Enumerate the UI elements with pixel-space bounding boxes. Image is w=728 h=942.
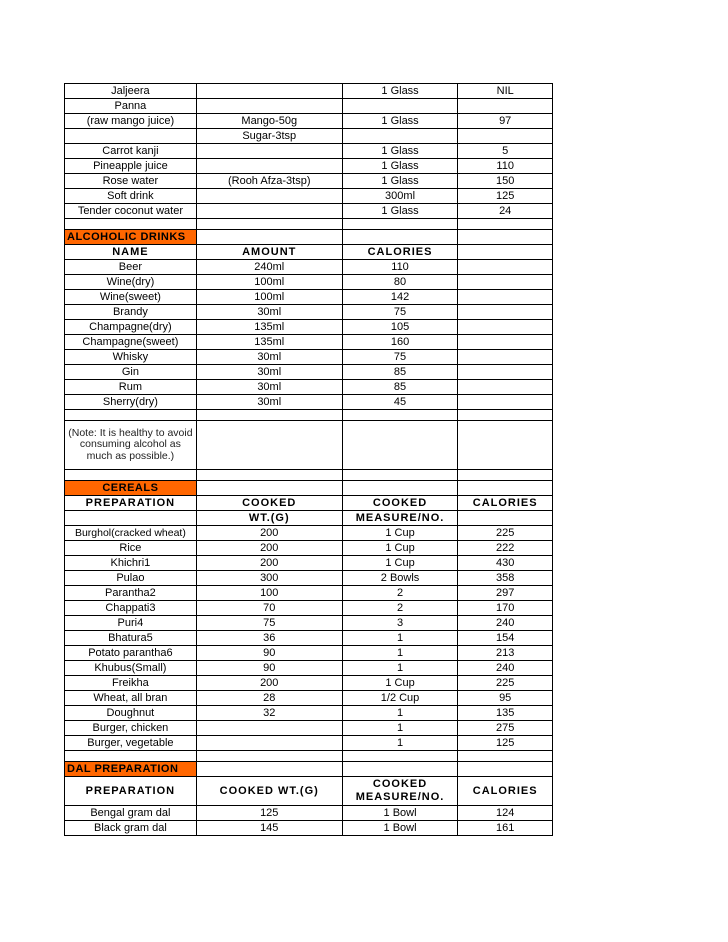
cereal-weight: 300 <box>196 571 342 586</box>
drink-calories: 110 <box>458 159 553 174</box>
table-row <box>65 571 553 586</box>
alcohol-name: Brandy <box>65 305 197 320</box>
alcohol-name: Sherry(dry) <box>65 395 197 410</box>
cereal-calories: 430 <box>458 556 553 571</box>
cereal-measure: 2 Bowls <box>342 571 458 586</box>
spacer-row <box>65 470 553 481</box>
spacer-row <box>65 410 553 421</box>
table-row <box>65 526 553 541</box>
header-row <box>65 245 553 260</box>
drink-name <box>65 129 197 144</box>
table-row <box>65 821 553 836</box>
drink-amount <box>196 144 342 159</box>
cereal-weight <box>196 721 342 736</box>
drink-calories: NIL <box>458 84 553 99</box>
drink-amount <box>196 84 342 99</box>
cereal-name: Parantha2 <box>65 586 197 601</box>
alcohol-name: Champagne(sweet) <box>65 335 197 350</box>
alcohol-calories: 105 <box>342 320 458 335</box>
alcohol-amount: 100ml <box>196 290 342 305</box>
drink-calories: 150 <box>458 174 553 189</box>
header-cooked: COOKED <box>196 496 342 511</box>
header-cooked-weight: COOKED WT.(G) <box>196 777 342 806</box>
cereal-weight: 200 <box>196 541 342 556</box>
alcohol-amount: 30ml <box>196 350 342 365</box>
table-row <box>65 290 553 305</box>
alcohol-calories: 80 <box>342 275 458 290</box>
header-measure: MEASURE/NO. <box>342 511 458 526</box>
section-title-dal: DAL PREPARATION <box>65 762 197 777</box>
alcohol-calories: 75 <box>342 305 458 320</box>
drink-measure: 1 Glass <box>342 84 458 99</box>
drink-measure <box>342 99 458 114</box>
drink-name: Panna <box>65 99 197 114</box>
cereal-measure: 1 Cup <box>342 556 458 571</box>
section-title-cereals: CEREALS <box>65 481 197 496</box>
table-row <box>65 144 553 159</box>
alcohol-calories: 110 <box>342 260 458 275</box>
cereal-name: Burger, chicken <box>65 721 197 736</box>
cereal-name: Bhatura5 <box>65 631 197 646</box>
drink-name: Rose water <box>65 174 197 189</box>
cereal-name: Wheat, all bran <box>65 691 197 706</box>
cereal-name: Rice <box>65 541 197 556</box>
cereal-calories: 170 <box>458 601 553 616</box>
alcohol-calories: 142 <box>342 290 458 305</box>
drink-amount <box>196 159 342 174</box>
cereal-measure: 1 Cup <box>342 676 458 691</box>
dal-measure: 1 Bowl <box>342 806 458 821</box>
drink-amount: Mango-50g <box>196 114 342 129</box>
alcohol-calories: 45 <box>342 395 458 410</box>
cereal-name: Khubus(Small) <box>65 661 197 676</box>
table-row <box>65 365 553 380</box>
drink-measure: 1 Glass <box>342 204 458 219</box>
table-row <box>65 646 553 661</box>
cereal-measure: 1 <box>342 646 458 661</box>
table-row <box>65 350 553 365</box>
cereal-name: Doughnut <box>65 706 197 721</box>
alcohol-calories: 160 <box>342 335 458 350</box>
dal-measure: 1 Bowl <box>342 821 458 836</box>
drink-calories: 5 <box>458 144 553 159</box>
table-row <box>65 706 553 721</box>
spacer-row <box>65 219 553 230</box>
drink-amount: (Rooh Afza-3tsp) <box>196 174 342 189</box>
cereal-measure: 3 <box>342 616 458 631</box>
cereal-calories: 222 <box>458 541 553 556</box>
table-row <box>65 541 553 556</box>
cereal-name: Puri4 <box>65 616 197 631</box>
drink-amount <box>196 189 342 204</box>
table-row <box>65 661 553 676</box>
cereal-name: Pulao <box>65 571 197 586</box>
header-calories: CALORIES <box>458 777 553 806</box>
table-row <box>65 159 553 174</box>
spacer-row <box>65 751 553 762</box>
table-row <box>65 676 553 691</box>
alcohol-amount: 30ml <box>196 305 342 320</box>
header-cooked: COOKED <box>342 496 458 511</box>
drink-name: Pineapple juice <box>65 159 197 174</box>
cereal-calories: 297 <box>458 586 553 601</box>
drink-measure: 1 Glass <box>342 114 458 129</box>
table-row <box>65 736 553 751</box>
section-row-cereals <box>65 481 553 496</box>
section-row-dal <box>65 762 553 777</box>
alcohol-name: Wine(sweet) <box>65 290 197 305</box>
header-calories: CALORIES <box>458 496 553 511</box>
alcohol-name: Whisky <box>65 350 197 365</box>
cereal-name: Burger, vegetable <box>65 736 197 751</box>
table-row <box>65 129 553 144</box>
section-row-alcoholic <box>65 230 553 245</box>
alcohol-amount: 135ml <box>196 335 342 350</box>
cereal-weight: 200 <box>196 526 342 541</box>
cereal-measure: 2 <box>342 586 458 601</box>
cereal-measure: 1 <box>342 661 458 676</box>
cereal-calories: 95 <box>458 691 553 706</box>
alcohol-amount: 30ml <box>196 380 342 395</box>
header-row <box>65 511 553 526</box>
cereal-measure: 1 <box>342 706 458 721</box>
cereal-measure: 2 <box>342 601 458 616</box>
table-row <box>65 691 553 706</box>
cereal-measure: 1/2 Cup <box>342 691 458 706</box>
cereal-name: Khichri1 <box>65 556 197 571</box>
table-row <box>65 556 553 571</box>
drink-amount: Sugar-3tsp <box>196 129 342 144</box>
cereal-weight: 90 <box>196 646 342 661</box>
cereal-weight: 28 <box>196 691 342 706</box>
alcohol-amount: 30ml <box>196 395 342 410</box>
cereal-weight: 70 <box>196 601 342 616</box>
table-row <box>65 616 553 631</box>
drink-calories: 125 <box>458 189 553 204</box>
cereal-calories: 125 <box>458 736 553 751</box>
header-measure-line2: MEASURE/NO. <box>355 791 445 803</box>
cereal-weight: 36 <box>196 631 342 646</box>
table-row <box>65 114 553 129</box>
table-row <box>65 189 553 204</box>
drink-amount <box>196 99 342 114</box>
table-row <box>65 305 553 320</box>
alcohol-name: Gin <box>65 365 197 380</box>
cereal-calories: 358 <box>458 571 553 586</box>
cereal-calories: 275 <box>458 721 553 736</box>
cereal-weight: 200 <box>196 556 342 571</box>
drink-name: Carrot kanji <box>65 144 197 159</box>
header-name: NAME <box>65 245 197 260</box>
cereal-weight: 100 <box>196 586 342 601</box>
table-row <box>65 721 553 736</box>
alcohol-calories: 75 <box>342 350 458 365</box>
cereal-calories: 213 <box>458 646 553 661</box>
cereal-calories: 240 <box>458 661 553 676</box>
alcohol-calories: 85 <box>342 380 458 395</box>
header-calories: CALORIES <box>342 245 458 260</box>
header-row <box>65 777 553 806</box>
cereal-name: Freikha <box>65 676 197 691</box>
cereal-calories: 135 <box>458 706 553 721</box>
alcohol-note: (Note: It is healthy to avoid consuming alcohol as much as possible.) <box>65 421 197 470</box>
dal-name: Bengal gram dal <box>65 806 197 821</box>
drink-name: Jaljeera <box>65 84 197 99</box>
table-row <box>65 601 553 616</box>
table-row <box>65 260 553 275</box>
cereal-weight: 75 <box>196 616 342 631</box>
drink-name: (raw mango juice) <box>65 114 197 129</box>
cereal-measure: 1 Cup <box>342 526 458 541</box>
alcohol-amount: 30ml <box>196 365 342 380</box>
dal-name: Black gram dal <box>65 821 197 836</box>
alcohol-amount: 240ml <box>196 260 342 275</box>
cereal-measure: 1 <box>342 736 458 751</box>
dal-calories: 161 <box>458 821 553 836</box>
cereal-weight: 200 <box>196 676 342 691</box>
drink-name: Tender coconut water <box>65 204 197 219</box>
table-row <box>65 335 553 350</box>
drink-calories <box>458 99 553 114</box>
cereal-name: Chappati3 <box>65 601 197 616</box>
cereal-measure: 1 <box>342 631 458 646</box>
cereal-calories: 225 <box>458 526 553 541</box>
drink-calories <box>458 129 553 144</box>
drink-measure: 1 Glass <box>342 159 458 174</box>
table-row <box>65 174 553 189</box>
cereal-weight <box>196 736 342 751</box>
alcohol-name: Champagne(dry) <box>65 320 197 335</box>
alcohol-name: Rum <box>65 380 197 395</box>
cereal-calories: 225 <box>458 676 553 691</box>
table-row <box>65 84 553 99</box>
header-measure-line1: COOKED <box>372 778 428 790</box>
header-preparation: PREPARATION <box>65 496 197 511</box>
drink-measure: 1 Glass <box>342 144 458 159</box>
table-row <box>65 275 553 290</box>
table-row <box>65 806 553 821</box>
section-title-alcoholic: ALCOHOLIC DRINKS <box>65 230 197 245</box>
dal-weight: 145 <box>196 821 342 836</box>
header-cooked-measure <box>342 777 458 806</box>
dal-calories: 124 <box>458 806 553 821</box>
cereal-calories: 240 <box>458 616 553 631</box>
table-row <box>65 586 553 601</box>
cereal-calories: 154 <box>458 631 553 646</box>
drink-measure <box>342 129 458 144</box>
drink-measure: 300ml <box>342 189 458 204</box>
alcohol-amount: 135ml <box>196 320 342 335</box>
cereal-weight: 90 <box>196 661 342 676</box>
table-row <box>65 395 553 410</box>
cereal-measure: 1 <box>342 721 458 736</box>
drink-name: Soft drink <box>65 189 197 204</box>
header-row <box>65 496 553 511</box>
table-row <box>65 204 553 219</box>
calorie-spreadsheet <box>64 83 553 836</box>
alcohol-name: Wine(dry) <box>65 275 197 290</box>
table-row <box>65 380 553 395</box>
cereal-weight: 32 <box>196 706 342 721</box>
table-row <box>65 320 553 335</box>
alcohol-calories: 85 <box>342 365 458 380</box>
cereal-name: Potato parantha6 <box>65 646 197 661</box>
cereal-name: Burghol(cracked wheat) <box>65 526 197 541</box>
drink-amount <box>196 204 342 219</box>
table-row <box>65 99 553 114</box>
note-row <box>65 421 553 470</box>
table-row <box>65 631 553 646</box>
drink-calories: 97 <box>458 114 553 129</box>
header-amount: AMOUNT <box>196 245 342 260</box>
calorie-table <box>64 83 553 836</box>
header-preparation: PREPARATION <box>65 777 197 806</box>
dal-weight: 125 <box>196 806 342 821</box>
alcohol-name: Beer <box>65 260 197 275</box>
cereal-measure: 1 Cup <box>342 541 458 556</box>
header-weight: WT.(G) <box>196 511 342 526</box>
alcohol-amount: 100ml <box>196 275 342 290</box>
drink-calories: 24 <box>458 204 553 219</box>
drink-measure: 1 Glass <box>342 174 458 189</box>
